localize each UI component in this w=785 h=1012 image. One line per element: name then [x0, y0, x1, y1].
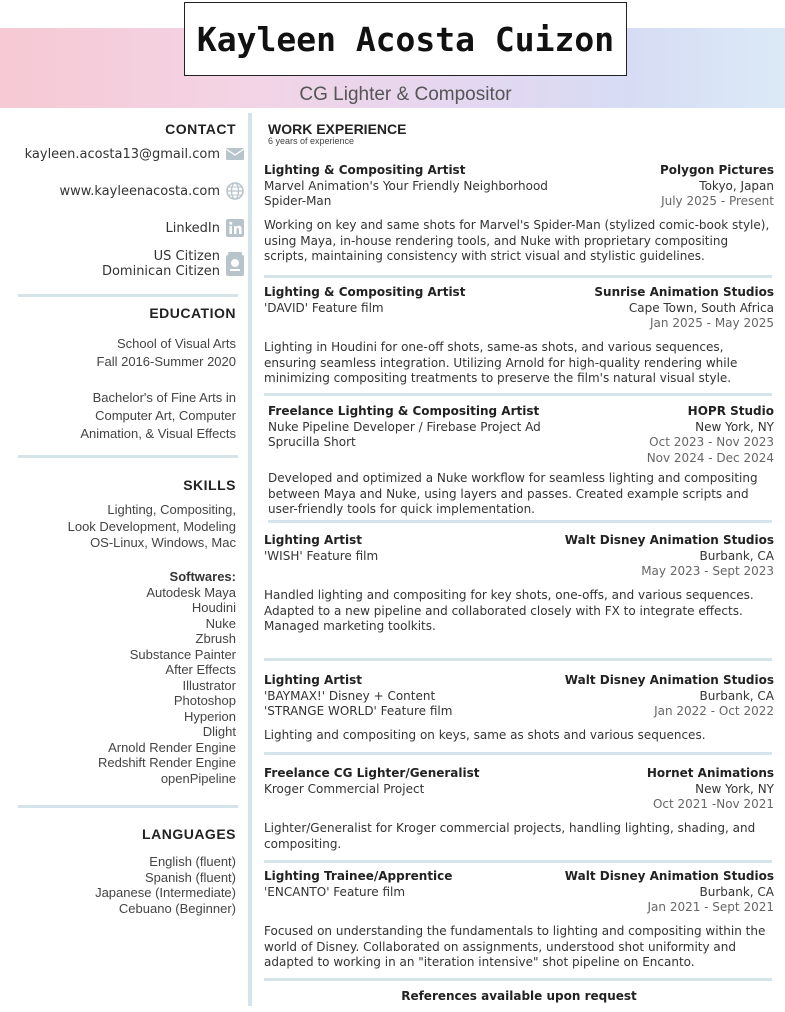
section-rule — [18, 294, 238, 297]
software-item: Nuke — [205, 615, 236, 631]
job-project: 'ENCANTO' Feature film — [264, 884, 406, 899]
job-rule — [264, 978, 772, 981]
job-dates: Nov 2024 - Dec 2024 — [646, 450, 774, 465]
job-dates: Oct 2023 - Nov 2023 — [649, 435, 774, 449]
job-location: Burbank, CA — [699, 688, 774, 703]
job-project: 'DAVID' Feature film — [264, 300, 384, 315]
job-entry — [268, 404, 774, 466]
job-project: Marvel Animation's Your Friendly Neighborhood — [264, 178, 548, 193]
job-company: Sunrise Animation Studios — [594, 285, 774, 299]
envelope-icon — [226, 146, 244, 162]
years-of-experience: 6 years of experience — [268, 136, 355, 146]
education-degree-line: Computer Art, Computer — [95, 408, 236, 423]
job-company: Polygon Pictures — [659, 163, 774, 177]
job-entry — [264, 673, 774, 720]
job-company: Walt Disney Animation Studios — [564, 673, 774, 687]
education-school: School of Visual Arts — [117, 336, 236, 351]
job-dates: Jan 2021 - Sept 2021 — [647, 900, 774, 914]
language-item: Spanish (fluent) — [144, 869, 236, 885]
job-entry — [264, 285, 774, 332]
job-entry — [264, 766, 774, 813]
job-company: Walt Disney Animation Studios — [564, 869, 774, 883]
job-description: Handled lighting and compositing for key shots, one-offs, and various sequences. Adapted to a new pipeline and collaborated closely with FX to integrate effects. Managed marketing toolkits. — [264, 588, 754, 633]
name-box — [184, 2, 627, 76]
software-item: Hyperion — [183, 708, 236, 724]
candidate-name: Kayleen Acosta Cuizon — [196, 19, 615, 59]
skills-line: OS-Linux, Windows, Mac — [90, 535, 236, 550]
job-project: Sprucilla Short — [268, 435, 356, 449]
job-rule — [264, 275, 772, 278]
citizenship-dominican: Dominican Citizen — [101, 264, 220, 279]
education-school-block — [97, 335, 236, 371]
job-project: Nuke Pipeline Developer / Firebase Project Ad — [268, 419, 541, 434]
languages-heading: LANGUAGES — [142, 826, 236, 842]
software-item: openPipeline — [160, 770, 236, 786]
job-rule — [268, 520, 772, 523]
contact-website[interactable]: www.kayleenacosta.com — [59, 183, 220, 199]
job-title: Freelance Lighting & Compositing Artist — [268, 404, 540, 418]
job-entry — [264, 163, 774, 210]
education-dates: Fall 2016-Summer 2020 — [96, 354, 236, 369]
job-dates: Jan 2025 - May 2025 — [650, 316, 774, 330]
software-item: Dlight — [202, 724, 236, 739]
software-item: Autodesk Maya — [146, 584, 236, 600]
job-description: Developed and optimized a Nuke workflow for seamless lighting and compositing between Maya and Nuke, using layers and passes. Created example scripts and user-friendly tools for quick implementation. — [268, 471, 758, 516]
software-item: Photoshop — [173, 693, 236, 708]
contact-linkedin[interactable]: LinkedIn — [165, 220, 220, 236]
job-description: Focused on understanding the fundamentals to lighting and compositing within the world of Disney. Collaborated on assignments, understood shot uniformity and adapted to working in an "iteration intensive" shot pipeline on Encanto. — [264, 924, 766, 969]
skills-line: Look Development, Modeling — [67, 518, 236, 534]
job-project: 'STRANGE WORLD' Feature film — [264, 704, 453, 718]
software-item: Substance Painter — [129, 646, 236, 662]
language-item: Cebuano (Beginner) — [118, 900, 236, 916]
job-title: Lighting Artist — [264, 533, 362, 547]
contact-citizenship-row — [102, 249, 244, 279]
software-item: Arnold Render Engine — [108, 739, 236, 755]
education-degree-block — [80, 389, 236, 443]
work-experience-heading: WORK EXPERIENCE — [268, 121, 407, 137]
language-item: English (fluent) — [149, 854, 236, 869]
softwares-label: Softwares: — [169, 569, 236, 584]
job-project: Spider-Man — [264, 194, 332, 208]
job-location: New York, NY — [695, 419, 774, 434]
job-dates: May 2023 - Sept 2023 — [641, 564, 774, 578]
job-description: Lighting in Houdini for one-off shots, same-as shots, and various sequences, ensuring seamless integration. Utilizing Arnold for high-quality rendering while minimizing compositing treatments to preserve the film's natural visual style. — [264, 340, 738, 385]
job-title: Lighting Artist — [264, 673, 362, 687]
job-entry — [264, 533, 774, 580]
job-title: Lighting & Compositing Artist — [264, 285, 466, 299]
education-degree-line: Bachelor's of Fine Arts in — [92, 390, 236, 405]
software-item: Illustrator — [182, 677, 236, 693]
contact-email[interactable]: kayleen.acosta13@gmail.com — [24, 146, 220, 162]
job-description: Working on key and same shots for Marvel's Spider-Man (stylized comic-book style), using Maya, in-house rendering tools, and Nuke with proprietary compositing scripts, maintaining consistency with strict visual and stylistic guidelines. — [264, 218, 770, 263]
job-rule — [264, 752, 772, 755]
language-item: Japanese (Intermediate) — [95, 885, 236, 900]
job-title: Lighting Trainee/Apprentice — [264, 869, 453, 883]
citizenship-us: US Citizen — [153, 249, 220, 264]
softwares-list — [98, 569, 236, 786]
job-rule — [264, 658, 772, 661]
job-location: Burbank, CA — [699, 548, 774, 563]
skills-heading: SKILLS — [183, 477, 236, 493]
job-project: Kroger Commercial Project — [264, 781, 425, 796]
job-title-subtitle: CG Lighter & Compositor — [299, 84, 512, 105]
languages-list — [95, 854, 236, 916]
references-note: References available upon request — [401, 989, 637, 1003]
linkedin-icon — [226, 219, 244, 237]
job-dates: Oct 2021 -Nov 2021 — [652, 797, 774, 811]
job-description: Lighter/Generalist for Kroger commercial projects, handling lighting, shading, and compositing. — [264, 821, 756, 851]
job-rule — [264, 393, 772, 396]
software-item: Redshift Render Engine — [97, 755, 236, 770]
education-heading: EDUCATION — [149, 305, 236, 321]
contact-website-row[interactable] — [60, 182, 244, 200]
job-location: New York, NY — [695, 781, 774, 796]
job-entry — [264, 869, 774, 916]
job-location: Cape Town, South Africa — [628, 300, 774, 315]
job-title: Freelance CG Lighter/Generalist — [264, 766, 480, 780]
job-project: 'WISH' Feature film — [264, 548, 379, 563]
skills-list — [68, 502, 236, 552]
job-company: HOPR Studio — [687, 404, 774, 418]
job-company: Walt Disney Animation Studios — [564, 533, 774, 547]
job-description: Lighting and compositing on keys, same as shots and various sequences. — [264, 728, 706, 742]
job-location: Tokyo, Japan — [699, 178, 774, 193]
contact-heading: CONTACT — [165, 121, 236, 137]
job-project: 'BAYMAX!' Disney + Content — [264, 688, 436, 703]
software-item: Houdini — [191, 600, 236, 615]
job-title: Lighting & Compositing Artist — [264, 163, 466, 177]
contact-email-row[interactable] — [25, 146, 244, 162]
job-rule — [264, 860, 772, 863]
education-degree-line: Animation, & Visual Effects — [80, 426, 236, 441]
job-dates: Jan 2022 - Oct 2022 — [654, 704, 774, 718]
skills-line: Lighting, Compositing, — [107, 502, 236, 517]
section-rule — [18, 805, 238, 808]
software-item: After Effects — [165, 662, 236, 677]
job-company: Hornet Animations — [646, 766, 774, 780]
contact-linkedin-row[interactable] — [166, 219, 244, 237]
job-dates: July 2025 - Present — [661, 194, 774, 208]
section-rule — [18, 455, 238, 458]
job-location: Burbank, CA — [699, 884, 774, 899]
software-item: Zbrush — [195, 631, 236, 646]
column-divider — [248, 113, 252, 1006]
globe-icon — [226, 182, 244, 200]
passport-icon — [226, 252, 244, 276]
